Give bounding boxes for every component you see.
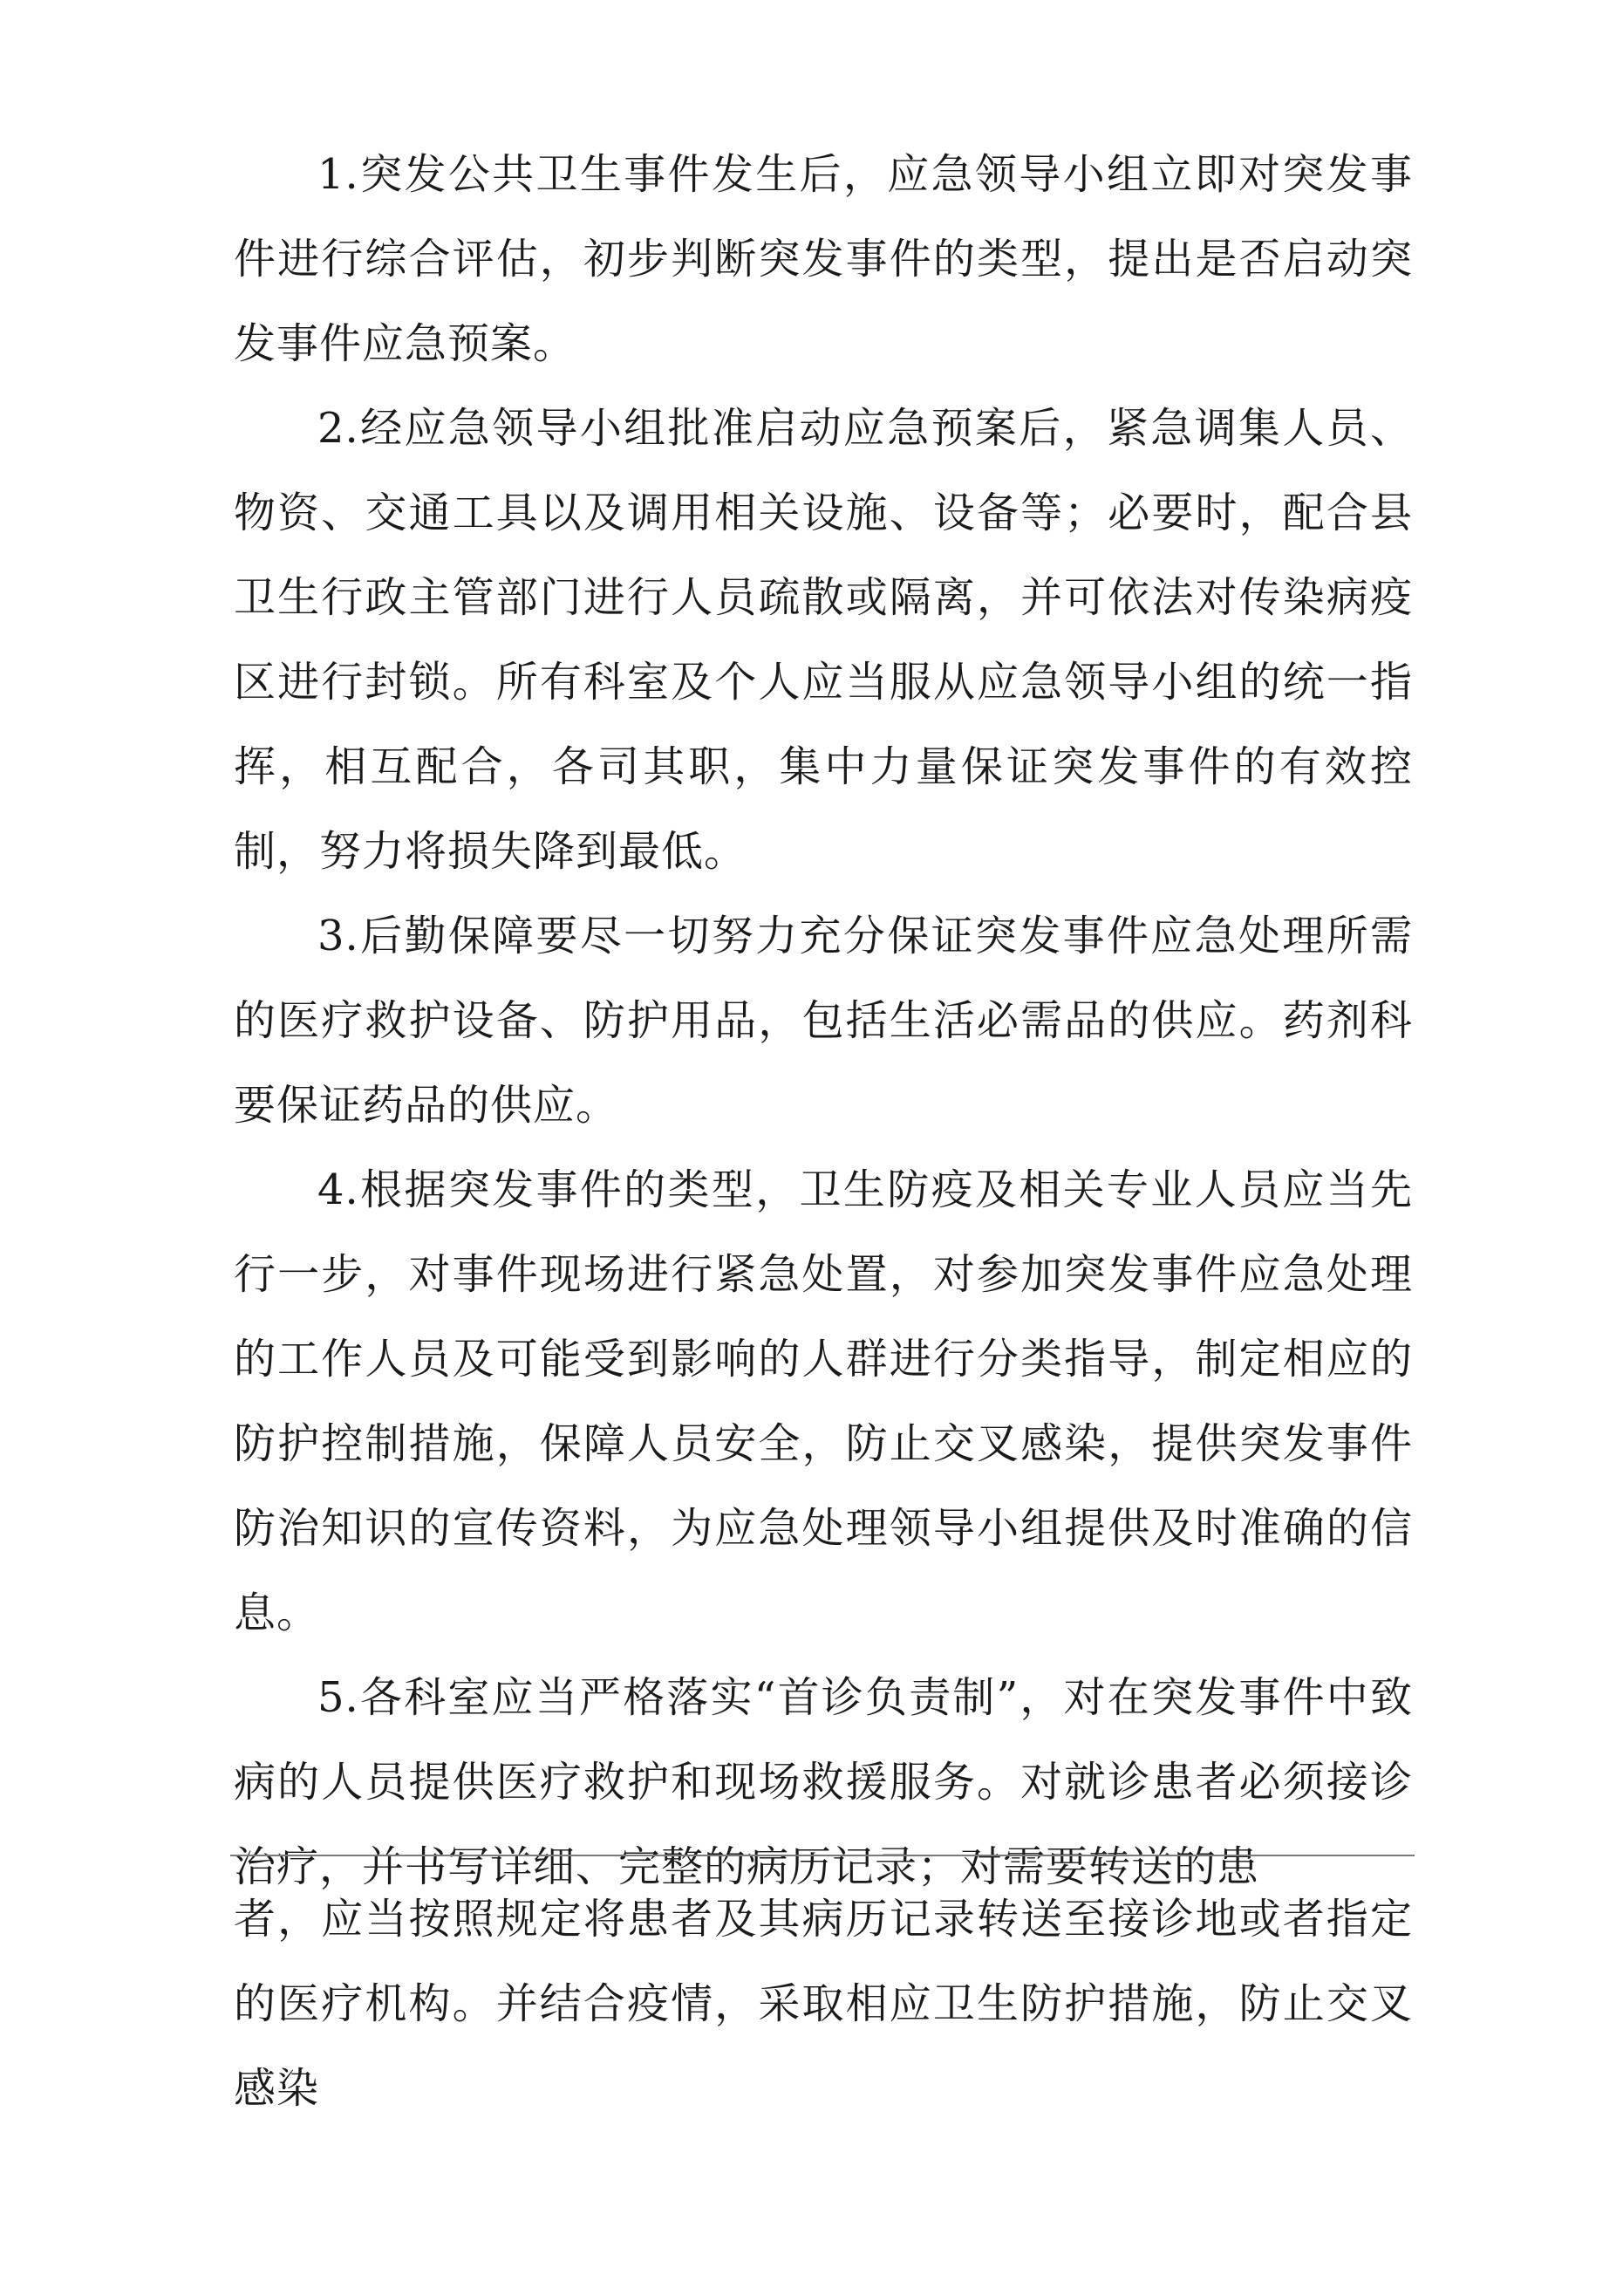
paragraph-2: 2.经应急领导小组批准启动应急预案后，紧急调集人员、物资、交通工具以及调用相关设施、设备等；必要时，配合县卫生行政主管部门进行人员疏散或隔离，并可依法对传染病疫区进行封锁。所有科室及个人应当服从应急领导小组的统一指挥，相互配合，各司其职，集中力量保证突发事件的有效控制，努力将损失降到最低。 bbox=[234, 404, 1413, 876]
paragraph-1: 1.突发公共卫生事件发生后，应急领导小组立即对突发事件进行综合评估，初步判断突发事件的类型，提出是否启动突发事件应急预案。 bbox=[234, 150, 1413, 368]
page-break-divider bbox=[230, 1855, 1415, 1856]
continuation-paragraph: 者，应当按照规定将患者及其病历记录转送至接诊地或者指定的医疗机构。并结合疫情，采取相应卫生防护措施，防止交叉感染 bbox=[234, 1895, 1413, 2113]
next-page-body bbox=[234, 1877, 1413, 2131]
paragraph-4: 4.根据突发事件的类型，卫生防疫及相关专业人员应当先行一步，对事件现场进行紧急处置，对参加突发事件应急处理的工作人员及可能受到影响的人群进行分类指导，制定相应的防护控制措施，保障人员安全，防止交叉感染，提供突发事件防治知识的宣传资料，为应急处理领导小组提供及时准确的信息。 bbox=[234, 1165, 1413, 1637]
paragraph-5: 5.各科室应当严格落实“首诊负责制”，对在突发事件中致病的人员提供医疗救护和现场救援服务。对就诊患者必须接诊治疗，并书写详细、完整的病历记录；对需要转送的患 bbox=[234, 1673, 1413, 1891]
page-body bbox=[234, 133, 1413, 1910]
paragraph-3: 3.后勤保障要尽一切努力充分保证突发事件应急处理所需的医疗救护设备、防护用品，包括生活必需品的供应。药剂科要保证药品的供应。 bbox=[234, 912, 1413, 1130]
